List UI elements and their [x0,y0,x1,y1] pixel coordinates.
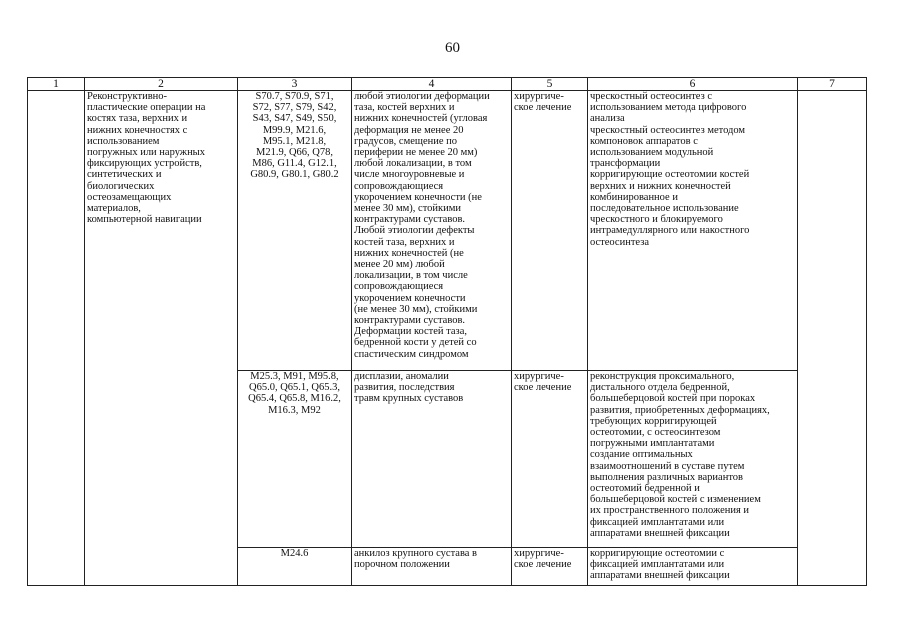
treatment-method-cell: чрескостный остеосинтез с использованием метода цифрового анализа чрескостный остеосинтез методом компоновок аппаратов с использованием модульной трансформации корригирующие остеотомии костей верхних и нижних конечностей комбинированное и последовательное использование чрескостного и блокируемого интрамедуллярного или накостного остеосинтеза [588,91,798,371]
header-cell-1: 1 [28,78,85,91]
treatment-type-cell: хирургиче- ское лечение [512,91,588,371]
treatment-type-cell: хирургиче- ское лечение [512,371,588,548]
header-cell-3: 3 [238,78,352,91]
treatment-method-cell: корригирующие остеотомии с фиксацией имплантатами или аппаратами внешней фиксации [588,548,798,586]
header-cell-6: 6 [588,78,798,91]
icd-codes-cell: M25.3, M91, M95.8, Q65.0, Q65.1, Q65.3, Q65.4, Q65.8, M16.2, M16.3, M92 [238,371,352,548]
cost-cell [798,91,867,586]
header-row [28,78,867,91]
icd-codes-cell: M24.6 [238,548,352,586]
page-number: 60 [445,40,460,56]
treatment-method-cell: реконструкция проксимального, дистального отдела бедренной, большеберцовой костей при пороках развития, приобретенных деформациях, требующих корригирующей остеотомии, с остеосинтезом погружными имплантатами создание оптимальных взаимоотношений в суставе путем выполнения различных вариантов остеотомий бедренной и большеберцовой костей с изменением их пространственного положения и фиксацией имплантатами или аппаратами внешней фиксации [588,371,798,548]
row-number-cell [28,91,85,586]
medical-care-table [27,77,867,586]
patient-model-cell: любой этиологии деформации таза, костей верхних и нижних конечностей (угловая деформация не менее 20 градусов, смещение по периферии не менее 20 мм) любой локализации, в том числе многоуровневые и сопровождающиеся укорочением конечности (не менее 30 мм), стойкими контрактурами суставов. Любой этиологии дефекты костей таза, верхних и нижних конечностей (не менее 20 мм) любой локализации, в том числе сопровождающиеся укорочением конечности (не менее 30 мм), стойкими контрактурами суставов. Деформации костей таза, бедренной кости у детей со спастическим синдромом [352,91,512,371]
header-cell-7: 7 [798,78,867,91]
treatment-type-cell: хирургиче- ское лечение [512,548,588,586]
method-name-cell: Реконструктивно- пластические операции на костях таза, верхних и нижних конечностях с использованием погружных или наружных фиксирующих устройств, синтетических и биологических остеозамещающих материалов, компьютерной навигации [85,91,238,586]
table-row [28,91,867,371]
header-cell-4: 4 [352,78,512,91]
header-cell-5: 5 [512,78,588,91]
icd-codes-cell: S70.7, S70.9, S71, S72, S77, S79, S42, S43, S47, S49, S50, M99.9, M21.6, M95.1, M21.8, M21.9, Q66, Q78, M86, G11.4, G12.1, G80.9, G80.1, G80.2 [238,91,352,371]
patient-model-cell: дисплазии, аномалии развития, последствия травм крупных суставов [352,371,512,548]
patient-model-cell: анкилоз крупного сустава в порочном положении [352,548,512,586]
header-cell-2: 2 [85,78,238,91]
